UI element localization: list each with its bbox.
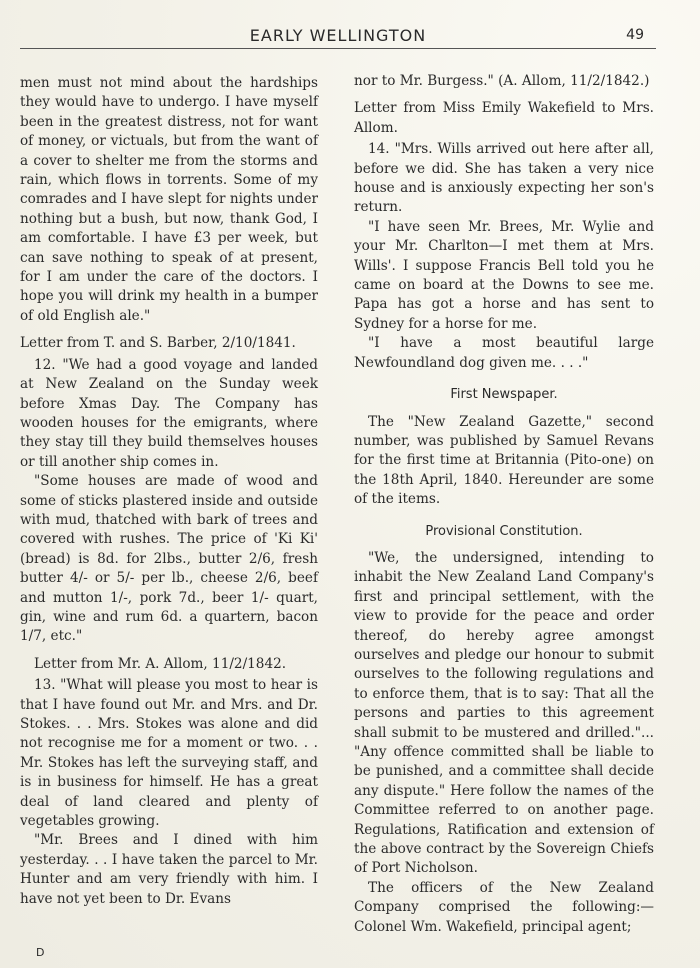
left-column — [20, 74, 318, 909]
paragraph-officers: The officers of the New Zealand Company comprised the following:— Colonel Wm. Wakefield, principal agent; — [354, 879, 654, 935]
paragraph-12-cont: "Some houses are made of wood and some of sticks plastered inside and outside with mud, thatched with bark of trees and covered with rushes. The price of 'Ki Ki' (bread) is 8d. for 2lbs., butter 2/6, fresh butter 4/- or 5/- per lb., cheese 2/6, beef and mutton 1/-, pork 7d., beer 1/- quart, gin, wine and rum 6d. a quartern, bacon 1/7, etc." — [20, 473, 318, 645]
letter-heading-wakefield: Letter from Miss Emily Wakefield to Mrs. Allom. — [354, 100, 654, 136]
paragraph-14: 14. "Mrs. Wills arrived out here after all, before we did. She has taken a very nice house and is anxiously expecting her son's return. — [354, 141, 654, 216]
paragraph-14-end: "I have a most beautiful large Newfoundland dog given me. . . ." — [354, 335, 654, 371]
paragraph-continuation: men must not mind about the hardships they would have to undergo. I have myself been in the greatest distress, not for want of money, or victuals, but from the want of a cover to shelter me from the storms and rain, which flows in torrents. Some of my comrades and I have slept for nights under nothing but a bush, but now, thank God, I am comfortable. I have £3 per week, but can save nothing to speak of at present, for I am under the care of the doctors. I hope you will drink my health in a bumper of old English ale." — [20, 75, 318, 324]
letter-heading-allom: Letter from Mr. A. Allom, 11/2/1842. — [34, 655, 287, 672]
running-title: EARLY WELLINGTON — [249, 26, 427, 45]
paragraph-14-cont: "I have seen Mr. Brees, Mr. Wylie and your Mr. Charlton—I met them at Mrs. Wills'. I suppose Francis Bell told you he came on board at the Downs to see me. Papa has got a horse and has sent to Sydney for a horse for me. — [354, 218, 654, 332]
page-number: 49 — [626, 27, 644, 43]
letter-heading-barber: Letter from T. and S. Barber, 2/10/1841. — [20, 335, 296, 352]
running-head — [20, 24, 656, 49]
paragraph-constitution: "We, the undersigned, intending to inhabit the New Zealand Land Company's first and principal settlement, with the view to provide for the peace and order thereof, do hereby agree amongst ourselves and pledge our honour to submit ourselves to the following regulations and to enforce them, that is to say: That all the persons and parties to this agreement shall submit to be mustered and drilled."... "Any offence committed shall be liable to be punished, and a committee shall decide any dispute." Here follow the names of the Committee referred to on another page. Regulations, Ratification and extension of the above contract by the Sovereign Chiefs of Port Nicholson. — [354, 549, 654, 877]
signature-mark: D — [36, 946, 45, 959]
paragraph-12: 12. "We had a good voyage and landed at New Zealand on the Sunday week before Xmas Day. The Company has wooden houses for the emigrants, where they stay till they build themselves houses or till another ship comes in. — [20, 356, 318, 470]
right-column — [354, 72, 654, 937]
section-heading-constitution: Provisional Constitution. — [425, 523, 583, 539]
paragraph-continuation-right: nor to Mr. Burgess." (A. Allom, 11/2/1842.) — [354, 73, 650, 89]
paragraph-gazette: The "New Zealand Gazette," second number, was published by Samuel Revans for the first time at Britannia (Pito-one) on the 18th April, 1840. Hereunder are some of the items. — [354, 413, 654, 508]
paragraph-13: 13. "What will please you most to hear is that I have found out Mr. and Mrs. and Dr. Stokes. . . Mrs. Stokes was alone and did not recognise me for a moment or two. . . Mr. Stokes has left the surveying staff, and is in business for himself. He has a great deal of land cleared and plenty of vegetables growing. — [20, 677, 318, 830]
paragraph-13-cont: "Mr. Brees and I dined with him yesterday. . . I have taken the parcel to Mr. Hunter and am very friendly with him. I have not yet been to Dr. Evans — [20, 832, 318, 907]
section-heading-newspaper: First Newspaper. — [450, 387, 558, 403]
